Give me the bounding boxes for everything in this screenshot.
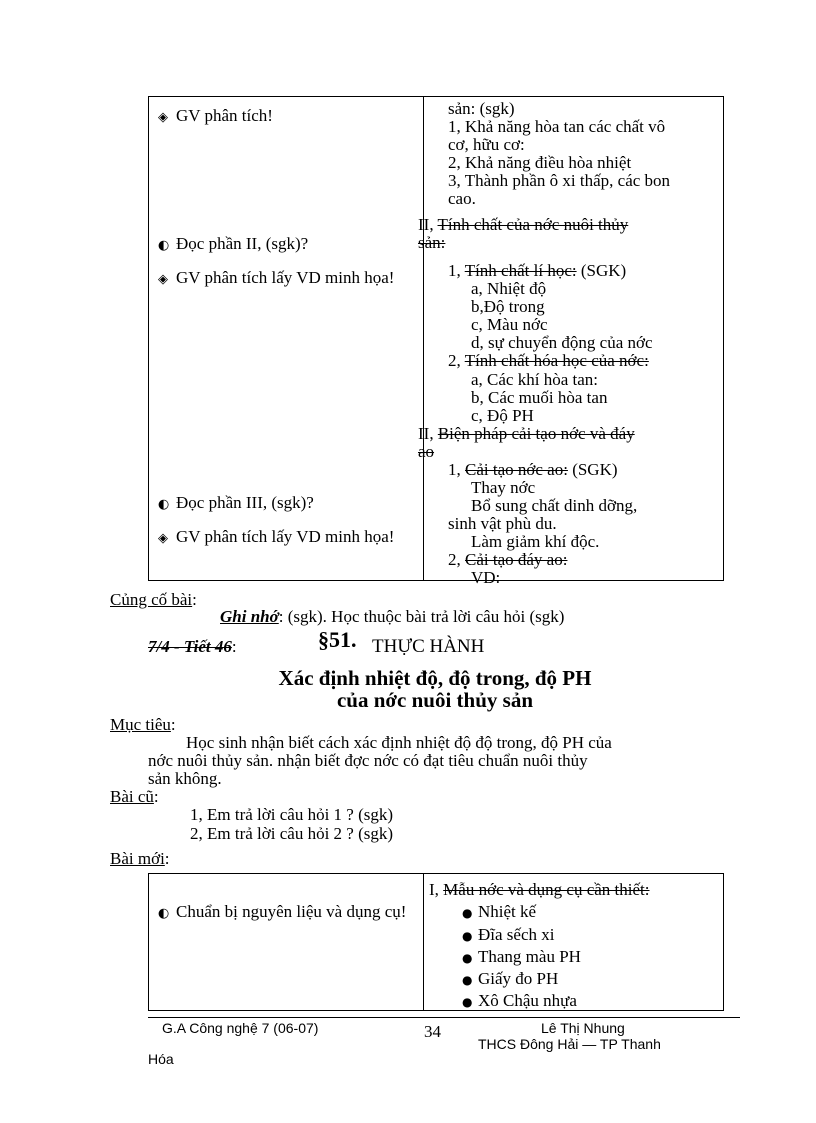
table-column-divider xyxy=(423,97,424,580)
section-heading: I, Mẫu nớc và dụng cụ cần thiết: xyxy=(429,880,650,899)
section-heading-cont: sản: xyxy=(418,233,446,252)
diamond-icon: ◈ xyxy=(158,272,168,287)
half-circle-icon: ◐ xyxy=(158,238,170,253)
review-question: 1, Em trả lời câu hỏi 1 ? (sgk) xyxy=(190,805,394,824)
list-item: ● Nhiệt kế xyxy=(462,902,537,921)
subsection-heading: 2, Cải tạo đáy ao: xyxy=(448,550,568,569)
review-label: Bài cũ: xyxy=(110,787,159,806)
content-line: Làm giảm khí độc. xyxy=(471,532,600,551)
content-line: Thay nớc xyxy=(471,478,536,497)
new-lesson-label: Bài mới: xyxy=(110,849,170,868)
bullet-icon: ● xyxy=(462,951,473,965)
footer-school: THCS Đông Hải — TP Thanh xyxy=(478,1036,661,1052)
content-line: b, Các muối hòa tan xyxy=(471,388,608,407)
teacher-note-2: ◈ GV phân tích lấy VD minh họa! xyxy=(158,265,416,293)
footer-school-cont: Hóa xyxy=(148,1051,174,1067)
half-circle-icon: ◐ xyxy=(158,497,170,512)
diamond-icon: ◈ xyxy=(158,110,168,125)
bullet-icon: ● xyxy=(462,929,473,943)
bullet-icon: ● xyxy=(462,995,473,1009)
subsection-heading: 1, Tính chất lí học: (SGK) xyxy=(448,261,627,280)
diamond-icon: ◈ xyxy=(158,531,168,546)
content-line: c, Màu nớc xyxy=(471,315,548,334)
lesson-subtitle: Xác định nhiệt độ, độ trong, độ PH xyxy=(278,666,592,690)
bullet-icon: ● xyxy=(462,973,473,987)
student-task-3: ◐ Chuẩn bị nguyên liệu và dụng cụ! xyxy=(158,901,416,925)
student-task-2: ◐ Đọc phần III, (sgk)? xyxy=(158,493,314,512)
objective-line: nớc nuôi thủy sản. nhận biết đợc nớc có đạt tiêu chuẩn nuôi thủy xyxy=(148,751,588,770)
student-task-1: ◐ Đọc phần II, (sgk)? xyxy=(158,234,309,253)
bullet-icon: ● xyxy=(462,906,473,920)
content-line: sinh vật phù du. xyxy=(448,514,557,533)
half-circle-icon: ◐ xyxy=(158,906,170,921)
content-line: cơ, hữu cơ: xyxy=(448,135,525,154)
list-item: ● Xô Chậu nhựa xyxy=(462,991,577,1010)
objective-line: sản không. xyxy=(148,769,222,788)
content-line: d, sự chuyển động của nớc xyxy=(471,333,653,352)
footer-author: Lê Thị Nhung xyxy=(541,1020,625,1036)
section-heading-cont: ao xyxy=(418,442,435,461)
summary-note: Ghi nhớ: (sgk). Học thuộc bài trả lời câu hỏi (sgk) xyxy=(220,607,565,626)
section-heading: II, Biện pháp cải tạo nớc và đáy xyxy=(418,424,635,443)
footer-course: G.A Công nghệ 7 (06-07) xyxy=(162,1020,319,1036)
content-line: 2, Khả năng điều hòa nhiệt xyxy=(448,153,632,172)
content-line: a, Các khí hòa tan: xyxy=(471,370,598,389)
table-column-divider xyxy=(423,874,424,1010)
lesson-subtitle-2: của nớc nuôi thủy sản xyxy=(336,688,534,712)
content-line: b,Độ trong xyxy=(471,297,545,316)
subsection-heading: 1, Cải tạo nớc ao: (SGK) xyxy=(448,460,618,479)
subsection-heading: 2, Tính chất hóa học của nớc: xyxy=(448,351,649,370)
content-line: sản: (sgk) xyxy=(448,99,515,118)
content-line: cao. xyxy=(448,189,476,208)
content-line: 3, Thành phần ô xi thấp, các bon xyxy=(448,171,671,190)
teacher-note-3: ◈ GV phân tích lấy VD minh họa! xyxy=(158,524,416,552)
content-line: VD: xyxy=(471,568,501,587)
content-line: a, Nhiệt độ xyxy=(471,279,547,298)
review-question: 2, Em trả lời câu hỏi 2 ? (sgk) xyxy=(190,824,394,843)
teacher-note-1: ◈ GV phân tích! xyxy=(158,106,273,125)
content-line: 1, Khả năng hòa tan các chất vô xyxy=(448,117,666,136)
objective-line: Học sinh nhận biết cách xác định nhiệt độ độ trong, độ PH của xyxy=(186,733,612,752)
footer-rule xyxy=(148,1017,740,1018)
summary-label: Củng cố bài: xyxy=(110,590,197,609)
list-item: ● Đĩa sếch xi xyxy=(462,925,555,944)
list-item: ● Thang màu PH xyxy=(462,947,581,966)
lesson-title: THỰC HÀNH xyxy=(372,636,485,657)
content-line: c, Độ PH xyxy=(471,406,534,425)
section-heading: II, Tính chất của nớc nuôi thủy xyxy=(418,215,629,234)
lesson-section-number: §51. xyxy=(318,627,357,652)
lesson-date: 7/4 - Tiết 46: xyxy=(148,637,237,656)
list-item: ● Giấy đo PH xyxy=(462,969,559,988)
objective-label: Mục tiêu: xyxy=(110,715,176,734)
content-line: Bổ sung chất dinh dỡng, xyxy=(471,496,638,515)
page-number: 34 xyxy=(424,1022,441,1041)
